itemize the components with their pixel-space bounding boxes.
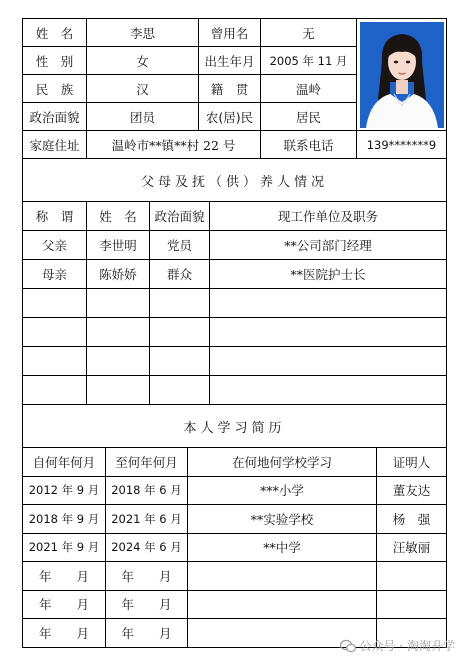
education-to: 年 月 <box>106 562 188 591</box>
guardian-name <box>87 376 150 405</box>
hukou-value: 居民 <box>261 103 357 131</box>
guardians-header-political: 政治面貌 <box>150 202 210 231</box>
guardian-name: 陈娇娇 <box>87 260 150 289</box>
education-school <box>188 590 377 619</box>
guardian-political <box>150 376 210 405</box>
education-header-from: 自何年何月 <box>23 448 106 477</box>
education-witness: 汪敏丽 <box>377 533 447 562</box>
education-school: **中学 <box>188 533 377 562</box>
education-table <box>22 404 447 648</box>
education-header-school: 在何地何学校学习 <box>188 448 377 477</box>
birth-value: 2005 年 11 月 <box>261 47 357 75</box>
phone-value: 139*******9 <box>357 131 447 159</box>
education-from: 2021 年 9 月 <box>23 533 106 562</box>
address-label: 家庭住址 <box>23 131 87 159</box>
education-from: 年 月 <box>23 562 106 591</box>
education-to: 2024 年 6 月 <box>106 533 188 562</box>
table-row <box>23 590 447 619</box>
education-witness: 杨 强 <box>377 505 447 534</box>
education-section-title: 本人学习简历 <box>23 405 447 448</box>
id-photo <box>360 22 444 128</box>
political-label: 政治面貌 <box>23 103 87 131</box>
guardians-section-title: 父母及抚（供）养人情况 <box>23 159 447 202</box>
table-row <box>23 562 447 591</box>
alias-label: 曾用名 <box>199 19 261 47</box>
guardian-relation: 母亲 <box>23 260 87 289</box>
watermark <box>340 637 455 654</box>
guardian-political: 群众 <box>150 260 210 289</box>
guardian-relation <box>23 347 87 376</box>
guardian-employer <box>210 318 447 347</box>
gender-value: 女 <box>87 47 199 75</box>
table-row <box>23 289 447 318</box>
table-row <box>23 533 447 562</box>
education-from: 2018 年 9 月 <box>23 505 106 534</box>
guardian-name: 李世明 <box>87 231 150 260</box>
origin-label: 籍 贯 <box>199 75 261 103</box>
guardian-relation: 父亲 <box>23 231 87 260</box>
table-row <box>23 260 447 289</box>
alias-value: 无 <box>261 19 357 47</box>
table-row <box>23 318 447 347</box>
education-witness <box>377 562 447 591</box>
birth-label: 出生年月 <box>199 47 261 75</box>
basic-info-table <box>22 18 447 159</box>
wechat-icon <box>340 639 356 653</box>
education-to: 2021 年 6 月 <box>106 505 188 534</box>
guardian-political: 党员 <box>150 231 210 260</box>
education-to: 2018 年 6 月 <box>106 476 188 505</box>
student-registration-form <box>22 18 446 648</box>
name-label: 姓 名 <box>23 19 87 47</box>
guardian-name <box>87 347 150 376</box>
guardians-header-relation: 称 谓 <box>23 202 87 231</box>
education-school: **实验学校 <box>188 505 377 534</box>
name-value: 李思 <box>87 19 199 47</box>
guardian-employer: **公司部门经理 <box>210 231 447 260</box>
education-school <box>188 562 377 591</box>
education-header-witness: 证明人 <box>377 448 447 477</box>
guardian-employer <box>210 347 447 376</box>
education-from: 年 月 <box>23 619 106 648</box>
address-value: 温岭市**镇**村 22 号 <box>87 131 261 159</box>
education-to: 年 月 <box>106 590 188 619</box>
education-header-to: 至何年何月 <box>106 448 188 477</box>
guardians-header-name: 姓 名 <box>87 202 150 231</box>
guardian-political <box>150 347 210 376</box>
guardian-name <box>87 318 150 347</box>
gender-label: 性 别 <box>23 47 87 75</box>
table-row <box>23 505 447 534</box>
origin-value: 温岭 <box>261 75 357 103</box>
table-row <box>23 476 447 505</box>
guardian-employer: **医院护士长 <box>210 260 447 289</box>
guardian-name <box>87 289 150 318</box>
guardian-employer <box>210 376 447 405</box>
education-from: 年 月 <box>23 590 106 619</box>
education-witness: 董友达 <box>377 476 447 505</box>
hukou-label: 农(居)民 <box>199 103 261 131</box>
education-to: 年 月 <box>106 619 188 648</box>
table-row <box>23 347 447 376</box>
photo-cell <box>357 19 447 131</box>
guardian-political <box>150 289 210 318</box>
table-row <box>23 376 447 405</box>
education-witness <box>377 590 447 619</box>
education-school: ***小学 <box>188 476 377 505</box>
guardians-table <box>22 158 447 405</box>
ethnicity-value: 汉 <box>87 75 199 103</box>
guardian-relation <box>23 318 87 347</box>
portrait-illustration <box>360 22 444 128</box>
guardian-relation <box>23 289 87 318</box>
guardian-relation <box>23 376 87 405</box>
ethnicity-label: 民 族 <box>23 75 87 103</box>
education-from: 2012 年 9 月 <box>23 476 106 505</box>
political-value: 团员 <box>87 103 199 131</box>
table-row <box>23 231 447 260</box>
guardian-political <box>150 318 210 347</box>
guardians-header-employer: 现工作单位及职务 <box>210 202 447 231</box>
phone-label: 联系电话 <box>261 131 357 159</box>
watermark-text: 公众号 · 淘淘升学 <box>359 639 455 653</box>
guardian-employer <box>210 289 447 318</box>
